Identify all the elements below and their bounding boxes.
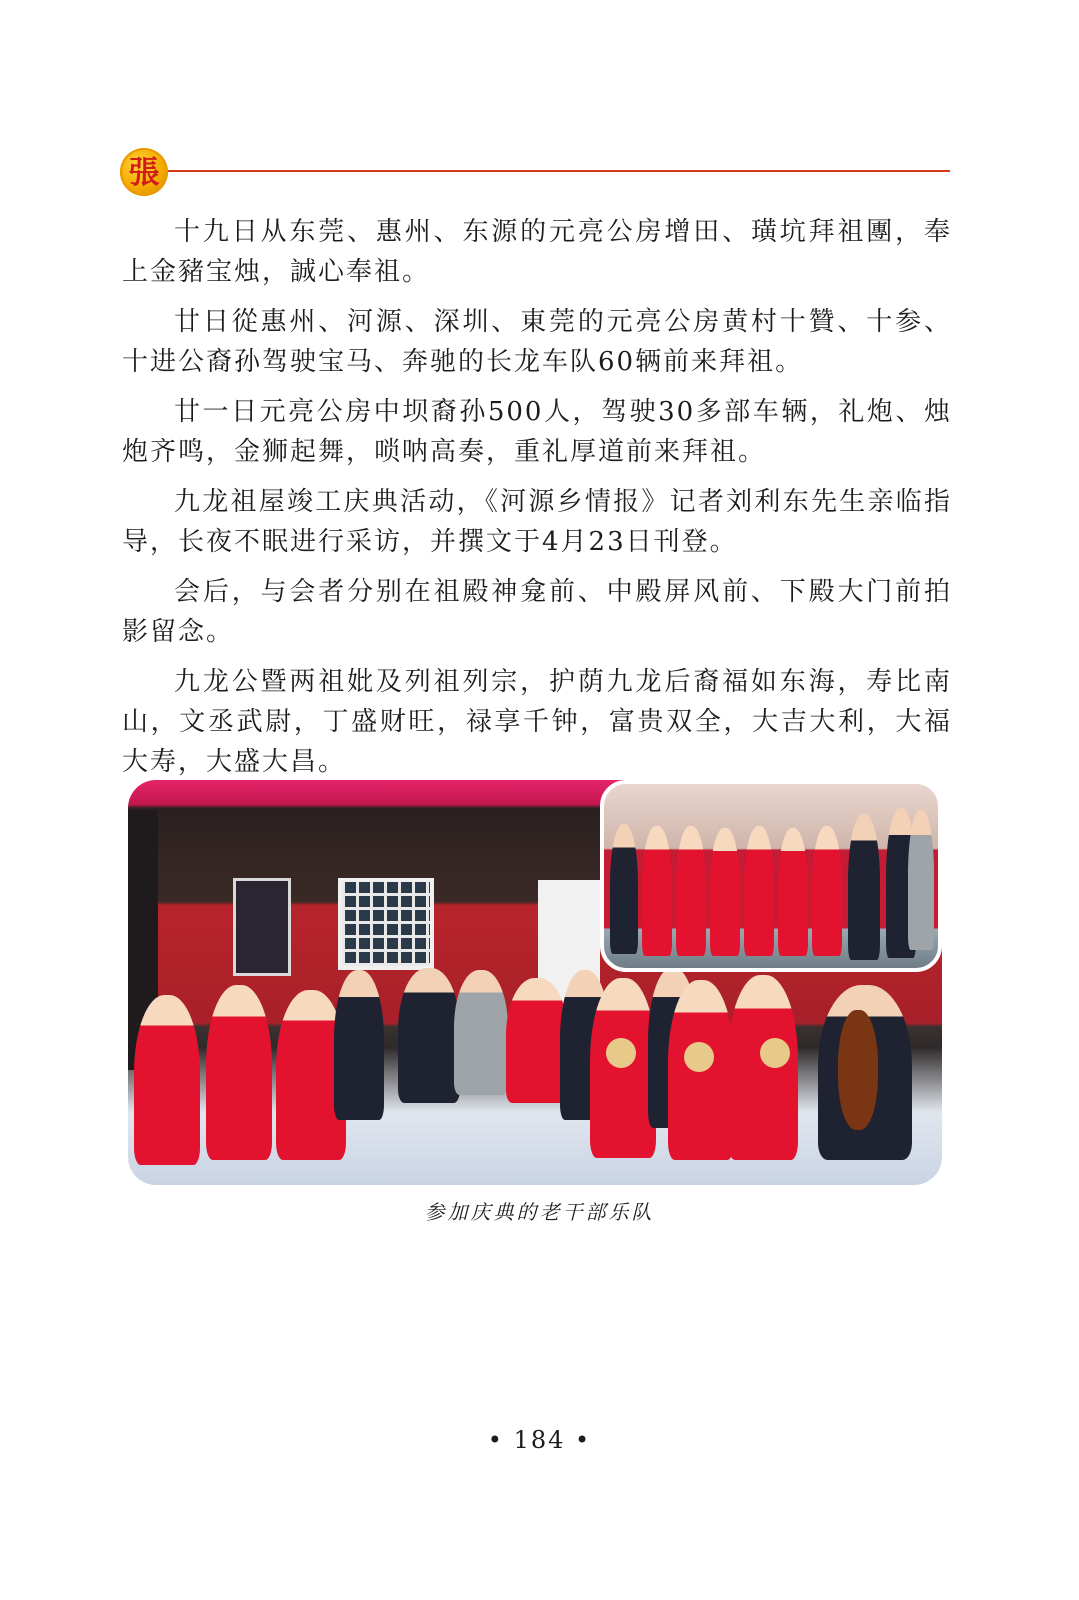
inset-person — [744, 826, 774, 956]
cello-instrument-icon — [838, 1010, 878, 1130]
paragraph-2: 廿日從惠州、河源、深圳、東莞的元亮公房黄村十贊、十参、十进公裔孙驾驶宝马、奔驰的长龙车队60辆前来拜祖。 — [122, 307, 952, 377]
photo-caption: 参加庆典的老干部乐队 — [424, 1200, 655, 1224]
body-text — [122, 212, 952, 792]
inset-person — [778, 828, 808, 956]
photo-person — [506, 978, 568, 1103]
header-rule — [168, 170, 950, 172]
pipa-instrument-icon — [606, 1038, 636, 1068]
pipa-instrument-icon — [760, 1038, 790, 1068]
inset-person — [710, 828, 740, 956]
photo-person — [134, 995, 200, 1165]
paragraph-4: 九龙祖屋竣工庆典活动，《河源乡情报》记者刘利东先生亲临指导，长夜不眠进行采访，并撰文于4月23日刊登。 — [122, 487, 952, 557]
inset-person — [676, 826, 706, 956]
photo-window — [338, 878, 434, 970]
photo-person — [206, 985, 272, 1160]
photo-collage — [128, 780, 942, 1185]
inset-person — [610, 824, 638, 954]
inset-person — [908, 810, 934, 950]
photo-person — [590, 978, 656, 1158]
photo-person — [728, 975, 798, 1160]
seal-character: 張 — [128, 154, 160, 191]
paragraph-1: 十九日从东莞、惠州、东源的元亮公房增田、璜坑拜祖團，奉上金豬宝烛，誠心奉祖。 — [122, 217, 952, 287]
paragraph-6: 九龙公暨两祖妣及列祖列宗，护荫九龙后裔福如东海，寿比南山，文丞武尉，丁盛财旺，禄享千钟，富贵双全，大吉大利，大福大寿，大盛大昌。 — [122, 667, 952, 777]
photo-person — [454, 970, 508, 1095]
paragraph-5: 会后，与会者分别在祖殿神龛前、中殿屏风前、下殿大门前拍影留念。 — [122, 577, 952, 647]
paragraph-3: 廿一日元亮公房中坝裔孙500人，驾驶30多部车辆，礼炮、烛炮齐鸣，金狮起舞，唢呐高奏，重礼厚道前来拜祖。 — [122, 397, 952, 467]
inset-person — [642, 826, 672, 956]
page-number: • 184 • — [487, 1426, 592, 1454]
group-photo-inset — [600, 780, 942, 972]
inset-person — [812, 826, 842, 956]
page-header — [120, 148, 950, 198]
photo-person — [398, 968, 460, 1103]
photo-person — [334, 970, 384, 1120]
pipa-instrument-icon — [684, 1042, 714, 1072]
photo-poster — [233, 878, 291, 976]
inset-person — [848, 814, 880, 960]
surname-seal-icon — [120, 148, 168, 196]
